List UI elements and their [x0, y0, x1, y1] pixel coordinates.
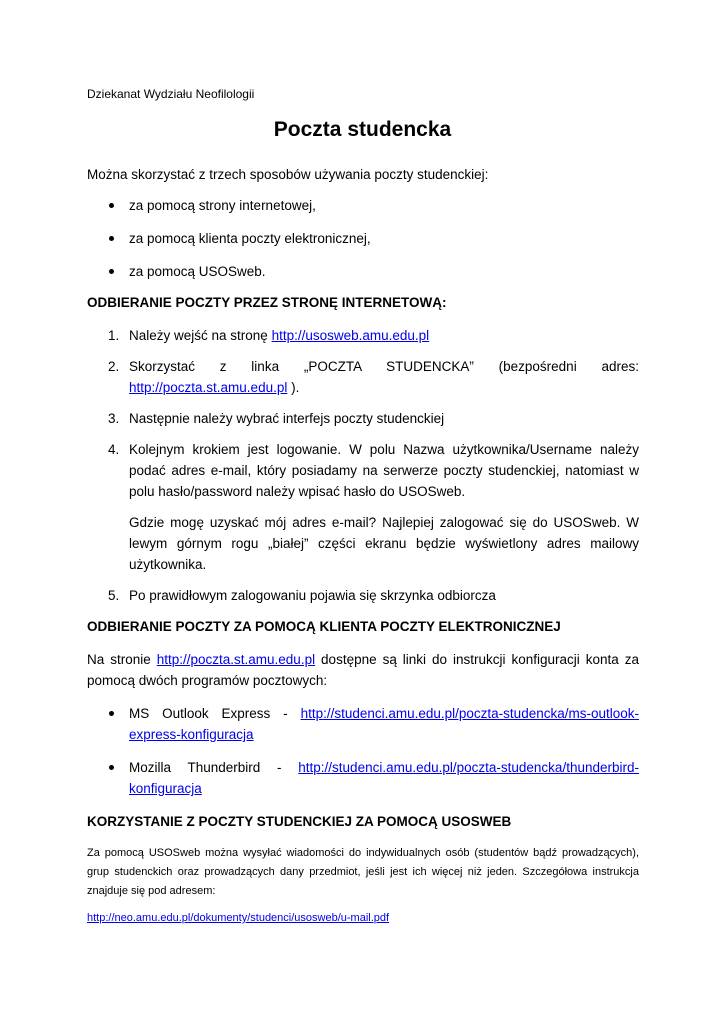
thunderbird-config-link[interactable]: http://studenci.amu.edu.pl/poczta-studencka/thunderbird-konfiguracja [129, 760, 639, 796]
list-item [87, 585, 639, 606]
programs-list [87, 703, 639, 799]
list-item [87, 703, 639, 745]
step-text-after: ). [287, 380, 300, 395]
client-paragraph [87, 649, 639, 691]
step-text: Następnie należy wybrać interfejs poczty studenckiej [129, 411, 445, 426]
list-item: za pomocą strony internetowej, [87, 195, 639, 216]
step-number: 3. [108, 411, 120, 426]
list-item: za pomocą klienta poczty elektronicznej, [87, 228, 639, 249]
umail-link-line [87, 909, 639, 928]
step-number: 2. [108, 359, 120, 374]
step-text: Skorzystać z linka „POCZTA STUDENCKA” (bezpośredni adres: [129, 359, 639, 374]
step-text: Kolejnym krokiem jest logowanie. W polu Nazwa użytkownika/Username należy podać adres e-mail, który posiadamy na serwerze poczty studenckiej, natomiast w polu hasło/password należy wpisać hasło do USOSweb. [129, 442, 639, 499]
section-heading-client: ODBIERANIE POCZTY ZA POMOCĄ KLIENTA POCZTY ELEKTRONICZNEJ [87, 619, 561, 634]
step-number: 1. [108, 328, 120, 343]
program-name: MS Outlook Express - [129, 706, 301, 721]
usosweb-link[interactable]: http://usosweb.amu.edu.pl [271, 328, 430, 343]
paragraph-text: Na stronie [87, 652, 157, 667]
section-heading-usosweb: KORZYSTANIE Z POCZTY STUDENCKIEJ ZA POMOCĄ USOSWEB [87, 814, 512, 829]
poczta-link[interactable]: http://poczta.st.amu.edu.pl [129, 380, 288, 395]
list-item [87, 408, 639, 429]
usosweb-paragraph: Za pomocą USOSweb można wysyłać wiadomości do indywidualnych osób (studentów bądź prowadzących), grup studenckich oraz prowadzących dany przedmiot, jeśli jest ich więcej niż jeden. Szczegółowa instrukcja znajduje się pod adresem: [87, 847, 639, 897]
steps-list [87, 325, 639, 606]
step-text: Po prawidłowym zalogowaniu pojawia się skrzynka odbiorcza [129, 588, 496, 603]
document-header: Dziekanat Wydziału Neofilologii [87, 87, 255, 101]
methods-list [87, 195, 639, 282]
section-heading-web: ODBIERANIE POCZTY PRZEZ STRONĘ INTERNETOWĄ: [87, 295, 447, 310]
list-item [87, 325, 639, 346]
document-body [87, 164, 639, 928]
poczta-link[interactable]: http://poczta.st.amu.edu.pl [156, 652, 316, 667]
paragraph-text: dostępne są linki do instrukcji konfiguracji konta za pomocą dwóch programów pocztowych: [87, 652, 640, 688]
list-item: za pomocą USOSweb. [87, 261, 639, 282]
intro-text: Można skorzystać z trzech sposobów używania poczty studenckiej: [87, 167, 489, 182]
page-title: Poczta studencka [273, 118, 452, 141]
program-name: Mozilla Thunderbird - [129, 760, 299, 775]
outlook-config-link[interactable]: http://studenci.amu.edu.pl/poczta-studencka/ms-outlook-express-konfiguracja [129, 706, 639, 742]
list-item [87, 757, 639, 799]
list-item [87, 356, 639, 398]
step-number: 4. [108, 442, 120, 457]
list-item [87, 439, 639, 575]
step-text: Należy wejść na stronę [129, 328, 272, 343]
step-note: Gdzie mogę uzyskać mój adres e-mail? Najlepiej zalogować się do USOSweb. W lewym górnym rogu „białej” części ekranu będzie wyświetlony adres mailowy użytkownika. [129, 515, 639, 572]
umail-pdf-link[interactable]: http://neo.amu.edu.pl/dokumenty/studenci/usosweb/u-mail.pdf [87, 912, 390, 924]
step-number: 5. [108, 588, 120, 603]
